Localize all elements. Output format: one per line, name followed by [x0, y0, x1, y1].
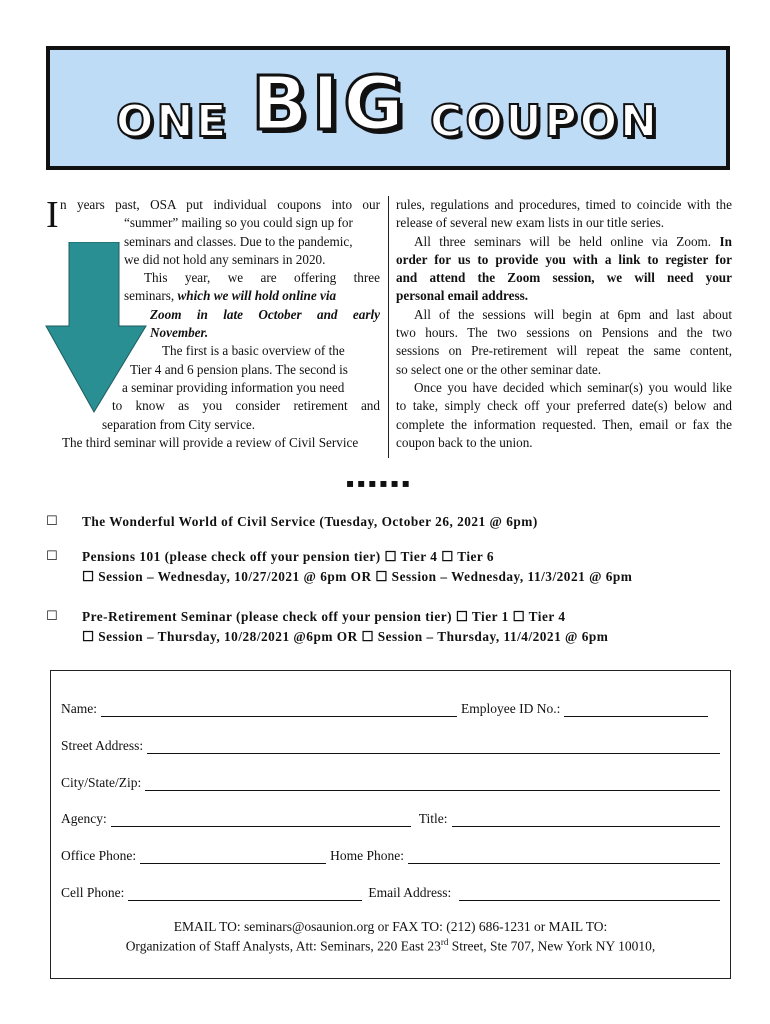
intro-line: rules, regulations and procedures, timed to coincide with the: [396, 197, 732, 212]
intro-bold: personal email address.: [396, 288, 529, 304]
agency-row: [61, 807, 720, 827]
option-pre-retirement-sessions[interactable]: ☐ Session – Thursday, 10/28/2021 @6pm OR ☐ Session – Thursday, 11/4/2021 @ 6pm: [82, 629, 609, 644]
intro-line: “summer” mailing so you could sign up for: [124, 215, 353, 231]
intro-line: The third seminar will provide a review of Civil Service: [62, 434, 359, 450]
street-row: [61, 734, 720, 754]
checkbox-civil-service[interactable]: ☐: [46, 514, 59, 529]
city-field[interactable]: [145, 776, 720, 791]
banner-word-coupon: COUPON: [430, 95, 660, 147]
intro-right-column: [396, 196, 732, 452]
intro-line: Tier 4 and 6 pension plans. The second is: [130, 361, 348, 377]
checkbox-pre-retirement[interactable]: ☐: [46, 609, 59, 624]
intro-line: complete the information requested. Then, email or fax the: [396, 416, 732, 432]
intro-line: This year, we are offering three: [144, 270, 380, 286]
cell-phone-label: Cell Phone:: [61, 885, 125, 900]
office-phone-field[interactable]: [140, 849, 326, 864]
intro-left-column: [60, 196, 380, 452]
intro-line: separation from City service.: [102, 416, 256, 432]
intro-emphasis: November.: [150, 325, 209, 341]
address-part-1: Organization of Staff Analysts, Att: Seminars, 220 East 23: [125, 938, 441, 954]
intro-line: we did not hold any seminars in 2020.: [124, 251, 326, 267]
city-row: [61, 771, 720, 791]
cell-phone-field[interactable]: [128, 886, 362, 901]
address-part-2: Street, Ste 707, New York NY 10010,: [448, 938, 656, 954]
email-label: Email Address:: [368, 885, 452, 900]
intro-line: a seminar providing information you need: [122, 379, 345, 395]
intro-line: seminars,: [124, 288, 175, 304]
intro-line: sessions on Pre-retirement will repeat the same content,: [396, 343, 732, 359]
intro-line: release of several new exam lists in our title series.: [396, 215, 665, 231]
name-label: Name:: [61, 701, 97, 716]
intro-emphasis: Zoom in late October and early: [150, 306, 380, 322]
home-phone-label: Home Phone:: [330, 848, 404, 863]
intro-line: to take, simply check off your preferred date(s) below and: [396, 398, 732, 414]
intro-line: n years past, OSA put individual coupons into our: [60, 197, 380, 212]
registration-form: [50, 670, 731, 979]
option-civil-service-label: The Wonderful World of Civil Service (Tuesday, October 26, 2021 @ 6pm): [82, 514, 538, 529]
intro-line: The first is a basic overview of the: [162, 343, 345, 359]
intro-line: All three seminars will be held online via Zoom.: [414, 233, 712, 249]
option-pensions-sessions[interactable]: ☐ Session – Wednesday, 10/27/2021 @ 6pm OR ☐ Session – Wednesday, 11/3/2021 @ 6pm: [82, 569, 633, 584]
option-pensions-label[interactable]: Pensions 101 (please check off your pension tier) ☐ Tier 4 ☐ Tier 6: [82, 549, 495, 564]
home-phone-field[interactable]: [408, 849, 720, 864]
street-label: Street Address:: [61, 738, 144, 753]
cell-row: [61, 881, 720, 901]
banner-word-big: BIG: [251, 61, 409, 147]
drop-cap: I: [46, 194, 59, 236]
agency-label: Agency:: [61, 811, 107, 826]
office-phone-label: Office Phone:: [61, 848, 137, 863]
title-label: Title:: [418, 811, 448, 826]
intro-line: coupon back to the union.: [396, 434, 533, 450]
intro-bold: and attend the Zoom session, we will need your: [396, 270, 732, 286]
column-divider: [388, 196, 389, 458]
intro-line: seminars and classes. Due to the pandemic,: [124, 233, 353, 249]
banner-word-one: ONE: [116, 95, 230, 147]
option-pre-retirement-label[interactable]: Pre-Retirement Seminar (please check off your pension tier) ☐ Tier 1 ☐ Tier 4: [82, 609, 566, 624]
intro-bold: In: [719, 233, 733, 249]
phone-row: [61, 844, 720, 864]
agency-field[interactable]: [111, 812, 411, 827]
intro-line: so select one or the other seminar date.: [396, 361, 602, 377]
street-field[interactable]: [147, 739, 720, 754]
city-label: City/State/Zip:: [61, 775, 142, 790]
intro-bold: order for us to provide you with a link to register for: [396, 251, 732, 267]
intro-emphasis: which we will hold online via: [177, 288, 337, 304]
title-field[interactable]: [452, 812, 720, 827]
title-banner: [46, 46, 730, 170]
checkbox-pensions[interactable]: ☐: [46, 549, 59, 564]
intro-line: All of the sessions will begin at 6pm and last about: [414, 306, 732, 322]
address-superscript: rd: [440, 937, 449, 947]
email-field[interactable]: [459, 886, 720, 901]
intro-line: Once you have decided which seminar(s) you would like: [414, 379, 732, 395]
intro-line: to know as you consider retirement and: [112, 398, 380, 414]
employee-id-label: Employee ID No.:: [461, 701, 561, 716]
name-field[interactable]: [101, 702, 457, 717]
mail-address-line: [51, 937, 730, 955]
mail-to-line: EMAIL TO: seminars@osaunion.org or FAX TO: (212) 686-1231 or MAIL TO:: [173, 919, 608, 934]
section-separator: ▪▪▪▪▪▪: [346, 476, 413, 490]
employee-id-field[interactable]: [564, 702, 708, 717]
intro-line: two hours. The two sessions on Pensions and the two: [396, 325, 732, 341]
name-row: [61, 697, 720, 717]
